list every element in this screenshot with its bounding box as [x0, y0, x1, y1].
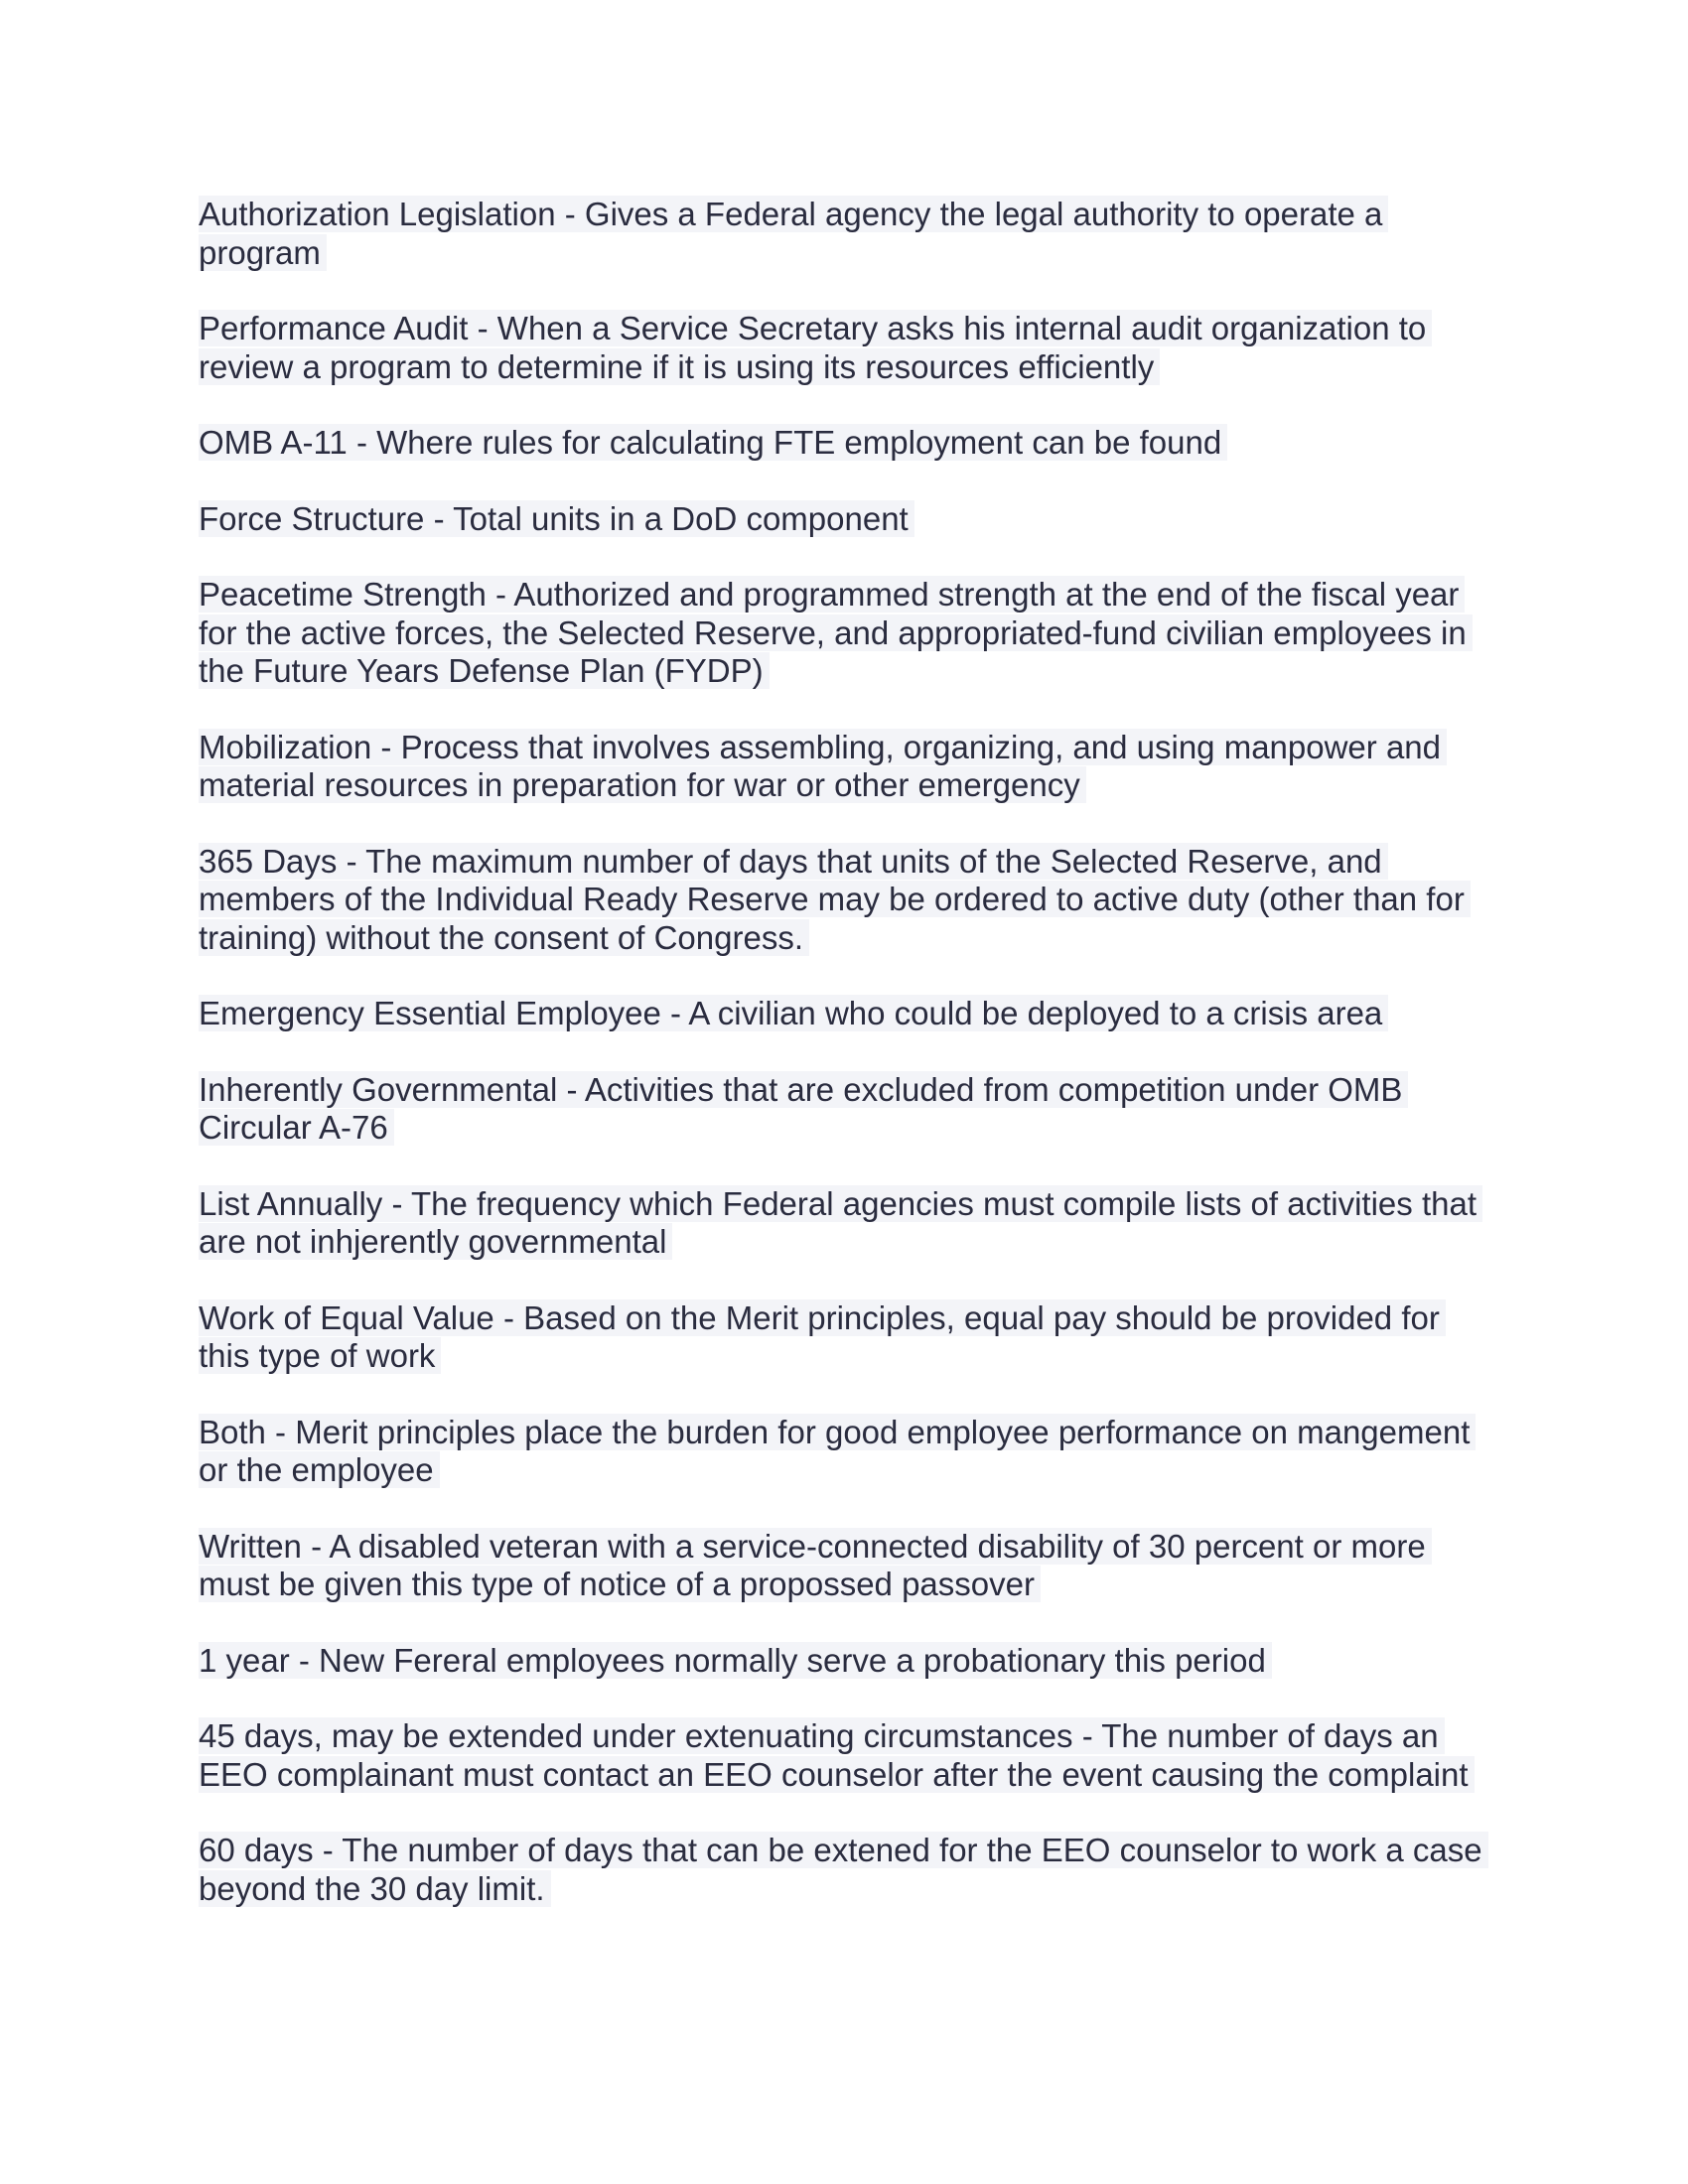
entry-authorization-legislation — [199, 196, 1499, 272]
entry-performance-audit — [199, 310, 1499, 386]
entry-list-annually — [199, 1185, 1499, 1262]
entry-text: Inherently Governmental - Activities that are excluded from competition under OMB Circular A-76 — [199, 1071, 1408, 1147]
entry-text: Authorization Legislation - Gives a Federal agency the legal authority to operate a program — [199, 196, 1388, 271]
entry-text: Work of Equal Value - Based on the Merit principles, equal pay should be provided for this type of work — [199, 1299, 1446, 1375]
entry-inherently-governmental — [199, 1071, 1499, 1148]
entry-list — [199, 196, 1499, 1946]
entry-omb-a-11 — [199, 424, 1499, 463]
entry-text: OMB A-11 - Where rules for calculating FTE employment can be found — [199, 424, 1227, 461]
entry-force-structure — [199, 500, 1499, 539]
entry-text: Written - A disabled veteran with a service-connected disability of 30 percent or more must be given this type of notice of a propossed passover — [199, 1528, 1432, 1603]
entry-emergency-essential-employee — [199, 995, 1499, 1033]
entry-text: 45 days, may be extended under extenuating circumstances - The number of days an EEO complainant must contact an EEO counselor after the event causing the complaint — [199, 1717, 1475, 1793]
entry-60-days — [199, 1832, 1499, 1908]
entry-text: Peacetime Strength - Authorized and programmed strength at the end of the fiscal year for the active forces, the Selected Reserve, and appropriated-fund civilian employees in the Future Years Defense Plan (FYDP) — [199, 576, 1473, 689]
entry-text: Force Structure - Total units in a DoD component — [199, 500, 914, 537]
entry-text: Performance Audit - When a Service Secretary asks his internal audit organization to review a program to determine if it is using its resources efficiently — [199, 310, 1432, 385]
entry-text: Mobilization - Process that involves assembling, organizing, and using manpower and material resources in preparation for war or other emergency — [199, 729, 1447, 804]
entry-mobilization — [199, 729, 1499, 805]
entry-text: 365 Days - The maximum number of days that units of the Selected Reserve, and members of the Individual Ready Reserve may be ordered to active duty (other than for training) without the consent of Congress. — [199, 843, 1471, 956]
entry-45-days — [199, 1717, 1499, 1794]
entry-text: Both - Merit principles place the burden for good employee performance on mangement or the employee — [199, 1414, 1476, 1489]
entry-text: List Annually - The frequency which Federal agencies must compile lists of activities that are not inhjerently governmental — [199, 1185, 1482, 1261]
entry-written — [199, 1528, 1499, 1604]
entry-text: 1 year - New Fereral employees normally serve a probationary this period — [199, 1642, 1272, 1679]
entry-both — [199, 1414, 1499, 1490]
entry-text: 60 days - The number of days that can be extened for the EEO counselor to work a case beyond the 30 day limit. — [199, 1832, 1488, 1907]
entry-work-of-equal-value — [199, 1299, 1499, 1376]
entry-365-days — [199, 843, 1499, 958]
entry-peacetime-strength — [199, 576, 1499, 691]
entry-1-year — [199, 1642, 1499, 1681]
entry-text: Emergency Essential Employee - A civilian who could be deployed to a crisis area — [199, 995, 1388, 1031]
